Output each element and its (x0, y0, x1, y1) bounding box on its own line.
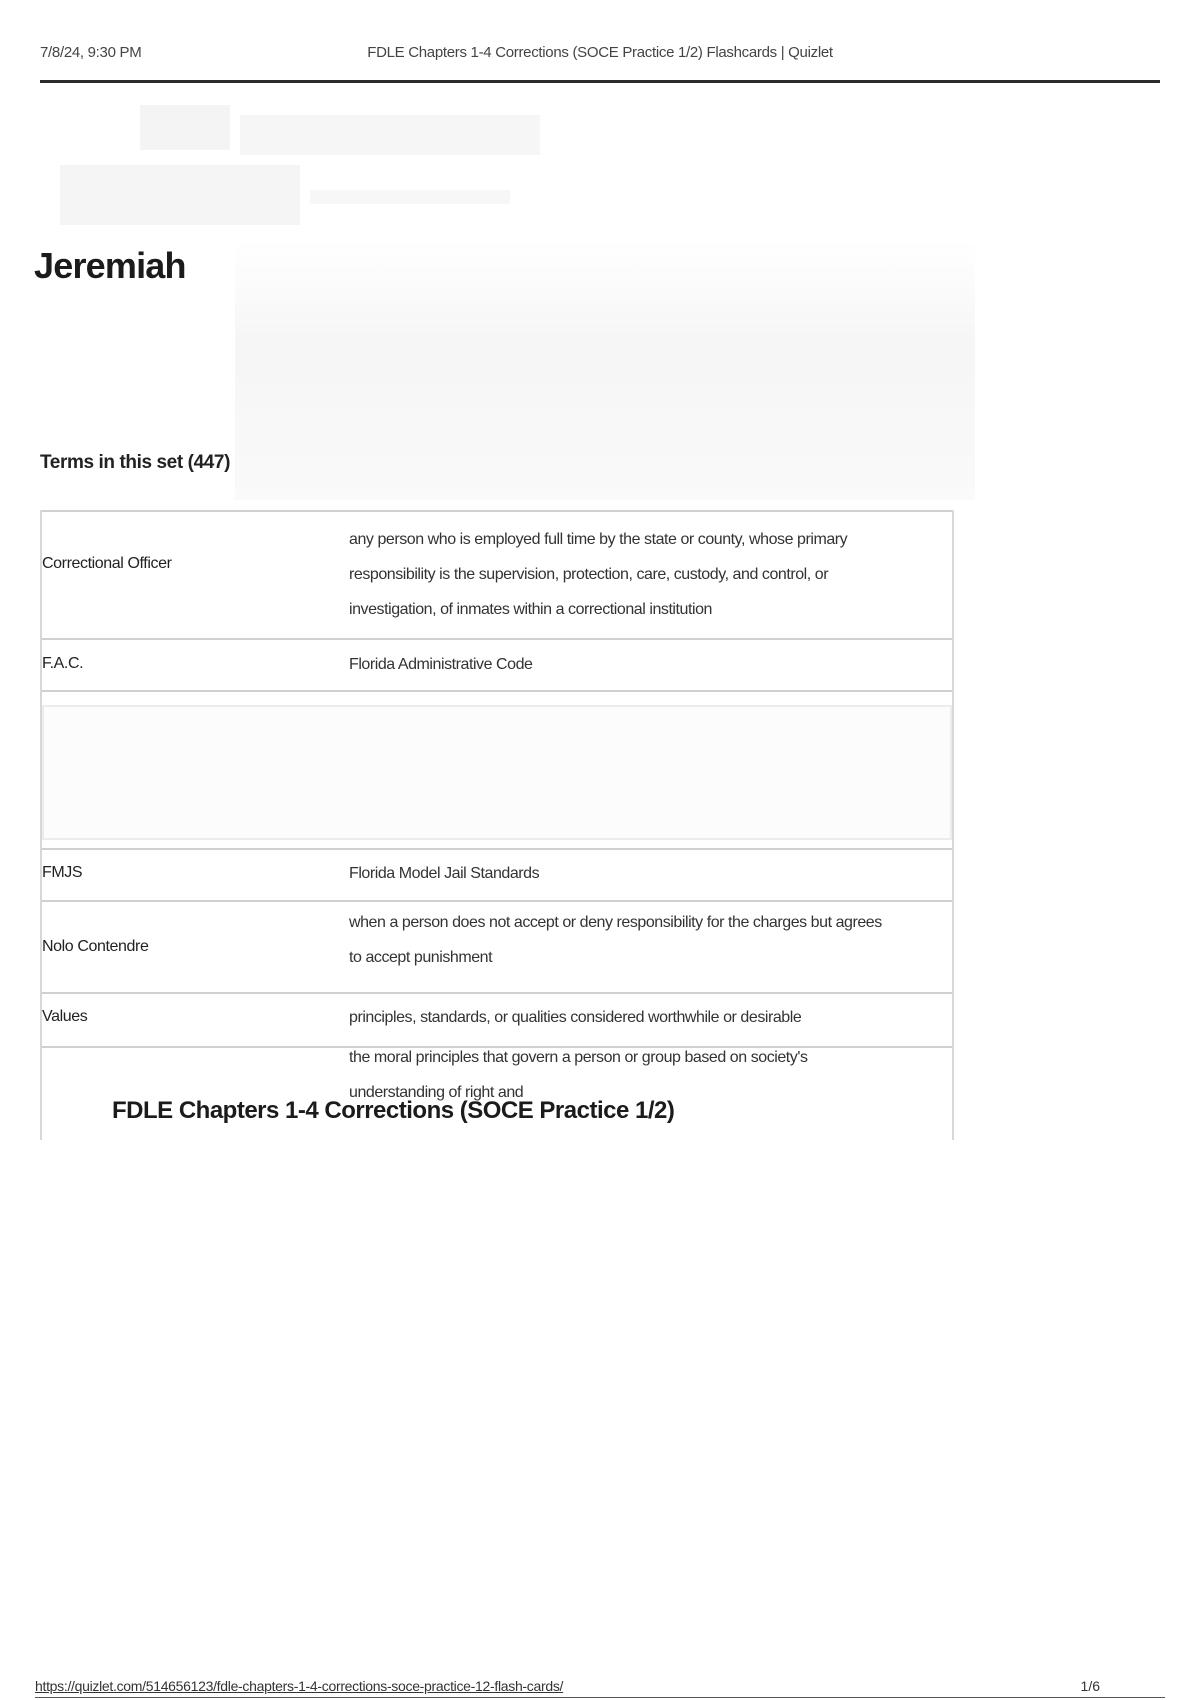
term-text: Values (42, 1008, 88, 1025)
definition-text: Florida Administrative Code (349, 656, 533, 673)
term-text: Nolo Contendre (42, 938, 149, 955)
print-footer (35, 1678, 1165, 1698)
print-header (40, 40, 1160, 83)
definition-text: the moral principles that govern a person or group based on society's understanding of right and (349, 1049, 808, 1101)
print-page-title: FDLE Chapters 1-4 Corrections (SOCE Practice 1/2) Flashcards | Quizlet (367, 44, 833, 61)
table-row (42, 510, 952, 640)
term-text: Correctional Officer (42, 555, 172, 572)
definition-text: Florida Model Jail Standards (349, 865, 540, 882)
print-date: 7/8/24, 9:30 PM (40, 44, 142, 61)
background-watermark (60, 95, 620, 245)
terms-heading: Terms in this set (447) (40, 452, 231, 473)
definition-text: principles, standards, or qualities considered worthwhile or desirable (349, 1009, 802, 1026)
author-name[interactable]: Jeremiah (34, 245, 186, 286)
background-wash (235, 240, 975, 500)
page-number: 1/6 (1080, 1678, 1100, 1694)
table-row (42, 1046, 952, 1140)
ad-placeholder (42, 705, 952, 840)
term-text: FMJS (42, 864, 83, 881)
terms-table (40, 510, 954, 1140)
definition-text: any person who is employed full time by the state or county, whose primary responsibility is the supervision, protection, care, custody, and control, or investigation, of inmates within a correctional institution (349, 531, 848, 618)
table-row (42, 900, 952, 994)
set-title: FDLE Chapters 1-4 Corrections (SOCE Practice 1/2) (112, 1097, 675, 1124)
footer-divider (35, 1697, 1165, 1698)
definition-text: when a person does not accept or deny responsibility for the charges but agrees to accept punishment (349, 914, 882, 966)
term-text: F.A.C. (42, 655, 84, 672)
table-row (42, 638, 952, 692)
page-url-link[interactable]: https://quizlet.com/514656123/fdle-chapters-1-4-corrections-soce-practice-12-flash-cards/ (35, 1678, 564, 1694)
table-row (42, 848, 952, 902)
